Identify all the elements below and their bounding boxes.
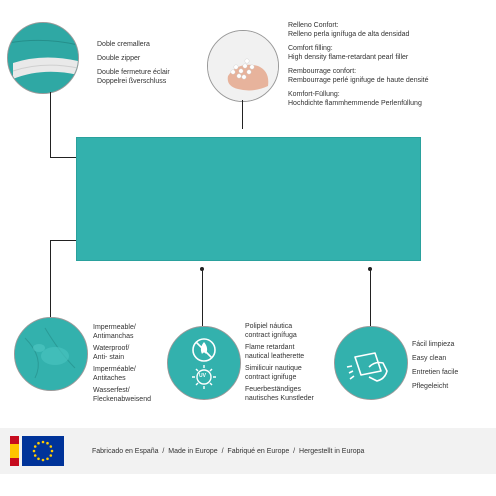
leather-line: Similicuir nautique (245, 365, 302, 372)
filler-line: Relleno perla ignífuga de alta densidad (288, 31, 410, 38)
filler-line: Comfort filling: (288, 45, 333, 52)
zipper-connector-tick (50, 157, 77, 158)
clean-line: Entretien facile (412, 369, 459, 376)
leather-line: nautical leatherette (245, 353, 305, 360)
leather-line: contract ignifuge (245, 374, 297, 381)
waterproof-connector-line (50, 240, 51, 319)
zipper-detail-image (7, 22, 79, 94)
filler-line: Hochdichte flammhemmende Perlenfüllung (288, 100, 422, 107)
zipper-text (97, 40, 170, 86)
filler-line: Rembourrage confort: (288, 68, 357, 75)
filler-line: Rembourrage perlé ignifuge de haute densité (288, 77, 429, 84)
waterproof-text (93, 323, 151, 404)
filler-text (288, 21, 429, 108)
filler-line: High density flame-retardant pearl filler (288, 54, 409, 61)
zipper-line: Double zipper (97, 55, 141, 62)
clean-detail-image (334, 326, 408, 400)
clean-text (412, 340, 458, 391)
product-fabric-panel (76, 137, 421, 261)
made-in-text: Fabricado en España / Made in Europe / Fabriqué en Europe / Hergestellt in Europa (92, 448, 365, 455)
filler-line: Komfort-Füllung: (288, 91, 340, 98)
clean-line: Pflegeleicht (412, 383, 449, 390)
filler-connector-line (242, 100, 243, 129)
zipper-line: Double fermeture éclair (97, 69, 170, 76)
eu-flag-icon (22, 436, 64, 466)
waterproof-line: Waterproof/ (93, 345, 130, 352)
waterproof-line: Impermeable/ (93, 324, 136, 331)
waterproof-line: Imperméable/ (93, 366, 136, 373)
clean-line: Easy clean (412, 355, 447, 362)
filler-detail-image (207, 30, 279, 102)
waterproof-connector-tick (50, 240, 76, 241)
waterproof-line: Antimanchas (93, 333, 134, 340)
zipper-line: Doppelrei ßverschluss (97, 78, 167, 85)
leather-line: Feuerbeständiges (245, 386, 302, 393)
leather-connector-line (202, 270, 203, 326)
clean-line: Fácil limpieza (412, 341, 455, 348)
origin-footer (0, 428, 496, 474)
waterproof-line: Wasserfest/ (93, 387, 130, 394)
filler-line: Relleno Confort: (288, 22, 339, 29)
zipper-connector-line (50, 92, 51, 158)
leather-text (245, 322, 314, 403)
waterproof-line: Anti- stain (93, 354, 125, 361)
uv-label: UV (199, 373, 206, 379)
leather-line: contract ignífuga (245, 332, 297, 339)
leather-line: Flame retardant (245, 344, 295, 351)
clean-connector-line (370, 270, 371, 326)
leather-line: nautisches Kunstleder (245, 395, 314, 402)
waterproof-line: Antitaches (93, 375, 126, 382)
leather-detail-image (167, 326, 241, 400)
leather-line: Polipiel náutica (245, 323, 293, 330)
zipper-line: Doble cremallera (97, 41, 150, 48)
waterproof-line: Fleckenabweisend (93, 396, 151, 403)
spain-flag-icon (10, 436, 19, 466)
waterproof-detail-image (14, 317, 88, 391)
